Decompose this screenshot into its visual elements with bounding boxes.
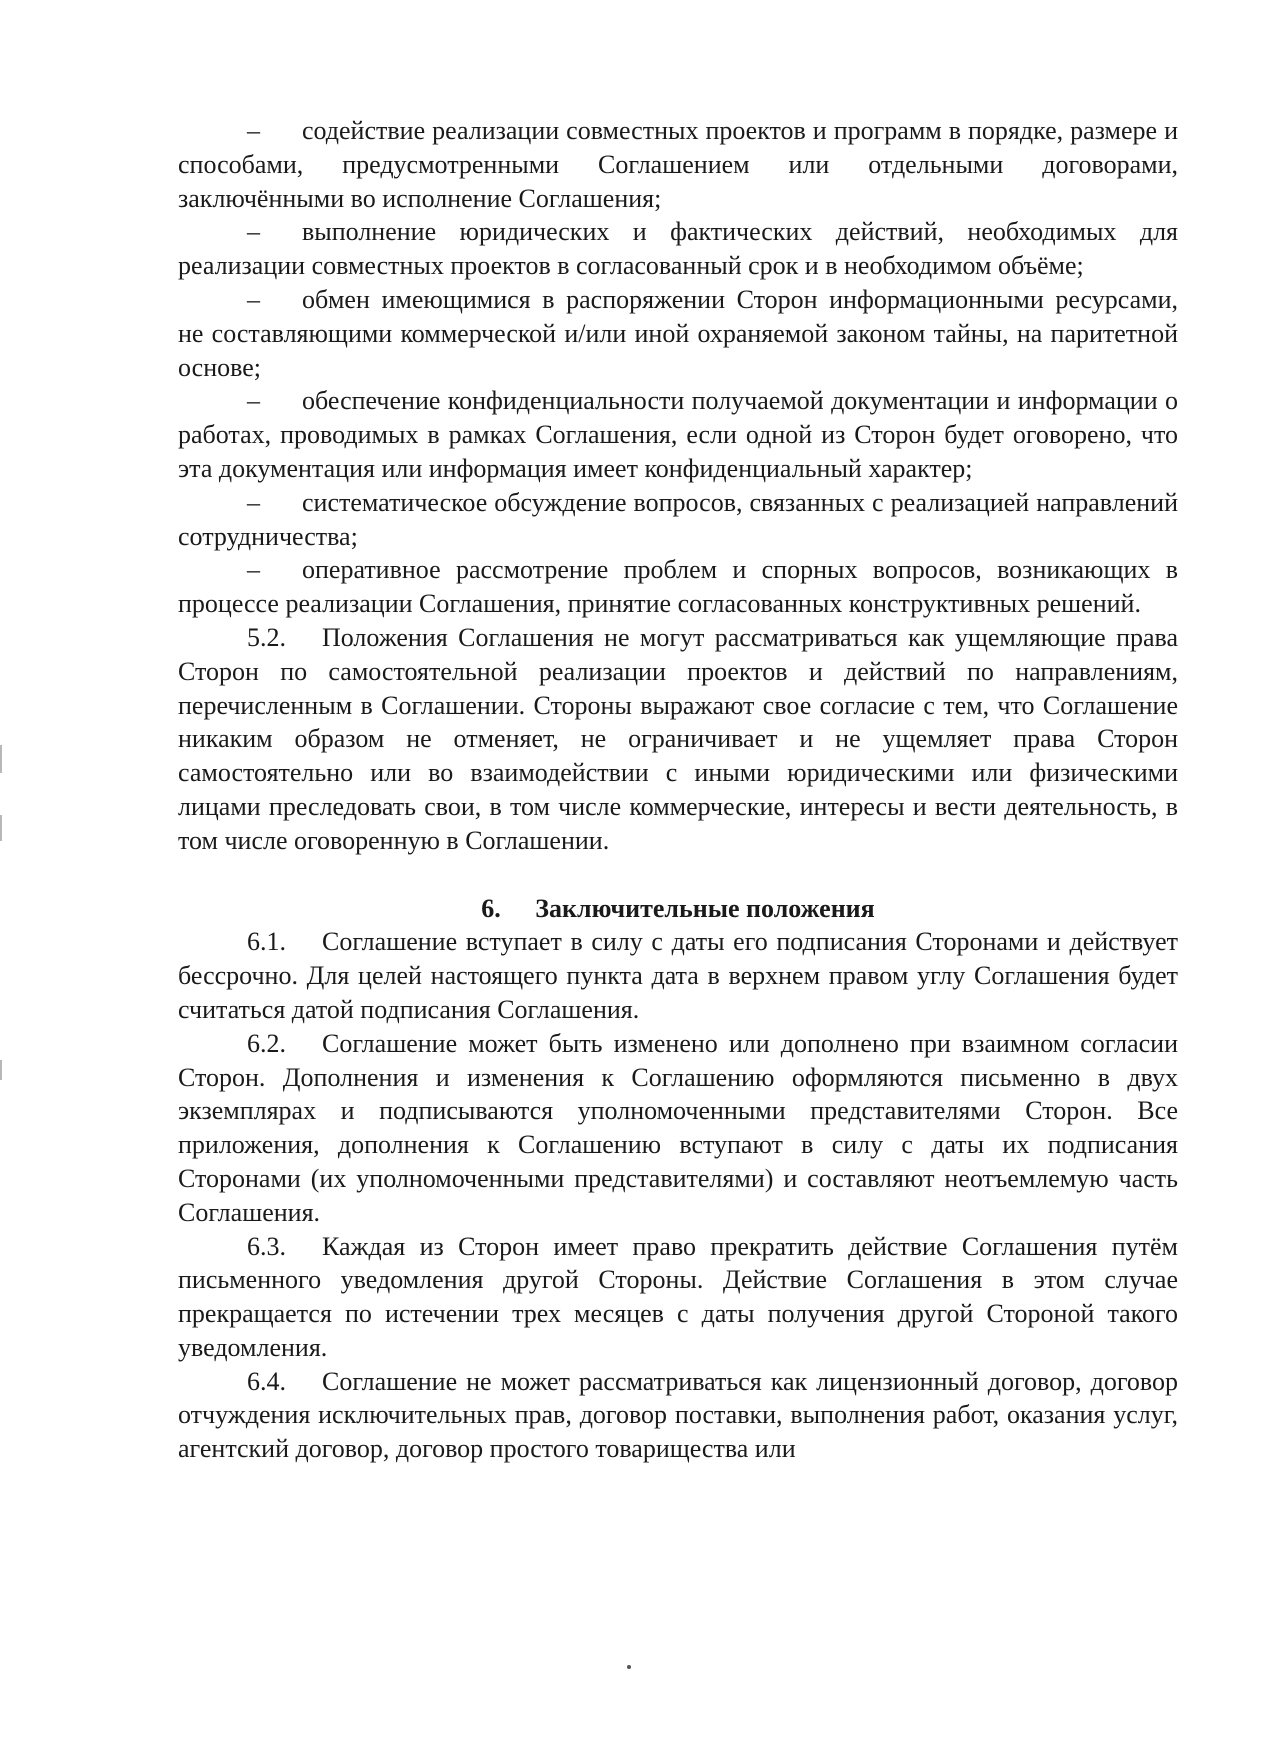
clause-number: 5.2. — [247, 622, 286, 652]
bullet-dash: – — [247, 116, 260, 145]
clause-text: Положения Соглашения не могут рассматриваться как ущемляющие права Сторон по самостоятельной реализации проектов и действий по направлениям, перечисленным в Соглашении. Стороны выражают свое согласие с тем, что Соглашение никаким образом не отменяет, не ограничивает и не ущемляет права Сторон самостоятельно или во взаимодействии с иными юридическими или физическими лицами преследовать свои, в том числе коммерческие, интересы и вести деятельность, в том числе оговоренную в Соглашении. — [178, 622, 1178, 855]
section-heading — [178, 892, 1178, 926]
scan-dot-mark — [627, 1665, 631, 1669]
clause-text: Соглашение не может рассматриваться как лицензионный договор, договор отчуждения исключительных прав, договор поставки, выполнения работ, оказания услуг, агентский договор, договор простого товарищества или — [178, 1366, 1178, 1464]
clause-6-2 — [178, 1027, 1178, 1230]
bullet-dash: – — [247, 217, 260, 247]
clause-number: 6.1. — [247, 927, 286, 957]
bullet-dash: – — [247, 386, 260, 416]
bullet-text: обмен имеющимися в распоряжении Сторон информационными ресурсами, не составляющими коммерческой и/или иной охраняемой законом тайны, на паритетной основе; — [178, 284, 1178, 382]
clause-6-4 — [178, 1365, 1178, 1466]
clause-text: Соглашение может быть изменено или дополнено при взаимном согласии Сторон. Дополнения и изменения к Соглашению оформляются письменно в двух экземплярах и подписываются уполномоченными представителями Сторон. Все приложения, дополнения к Соглашению вступают в силу с даты их подписания Сторонами (их уполномоченными представителями) и составляют неотъемлемую часть Соглашения. — [178, 1028, 1178, 1227]
clause-number: 6.4. — [247, 1366, 286, 1396]
bullet-text: систематическое обсуждение вопросов, связанных с реализацией направлений сотрудничества; — [178, 487, 1178, 551]
scan-edge-mark — [0, 1060, 2, 1080]
document-text — [178, 114, 1178, 1466]
clause-number: 6.2. — [247, 1028, 286, 1058]
bullet-text: выполнение юридических и фактических действий, необходимых для реализации совместных проектов в согласованный срок и в необходимом объёме; — [178, 217, 1178, 281]
clause-text: Соглашение вступает в силу с даты его подписания Сторонами и действует бессрочно. Для целей настоящего пункта дата в верхнем правом углу Соглашения будет считаться датой подписания Соглашения. — [178, 927, 1178, 1024]
clause-text: Каждая из Сторон имеет право прекратить действие Соглашения путём письменного уведомления другой Стороны. Действие Соглашения в этом случае прекращается по истечении трех месяцев с даты получения другой Стороной такого уведомления. — [178, 1231, 1178, 1362]
section-title: Заключительные положения — [535, 893, 875, 923]
bullet-item — [178, 215, 1178, 283]
bullet-item — [178, 486, 1178, 554]
bullet-dash: – — [247, 555, 260, 585]
bullet-dash: – — [247, 284, 260, 314]
clause-number: 6.3. — [247, 1231, 286, 1261]
scan-edge-mark — [0, 815, 2, 841]
clause-6-3 — [178, 1230, 1178, 1365]
clause-5-2 — [178, 621, 1178, 858]
clause-6-1 — [178, 925, 1178, 1026]
bullet-text: обеспечение конфиденциальности получаемой документации и информации о работах, проводимых в рамках Соглашения, если одной из Сторон будет оговорено, что эта документация или информация имеет конфиденциальный характер; — [178, 386, 1178, 483]
bullet-item — [178, 384, 1178, 485]
bullet-text: оперативное рассмотрение проблем и спорных вопросов, возникающих в процессе реализации Соглашения, принятие согласованных конструктивных решений. — [178, 555, 1178, 619]
bullet-item — [178, 283, 1178, 384]
bullet-dash: – — [247, 487, 260, 517]
scan-edge-mark — [0, 745, 2, 773]
bullet-text: содействие реализации совместных проектов и программ в порядке, размере и способами, предусмотренными Соглашением или отдельными договорами, заключёнными во исполнение Соглашения; — [178, 116, 1178, 213]
section-number: 6. — [481, 893, 501, 923]
bullet-item — [178, 553, 1178, 621]
bullet-item — [178, 114, 1178, 215]
